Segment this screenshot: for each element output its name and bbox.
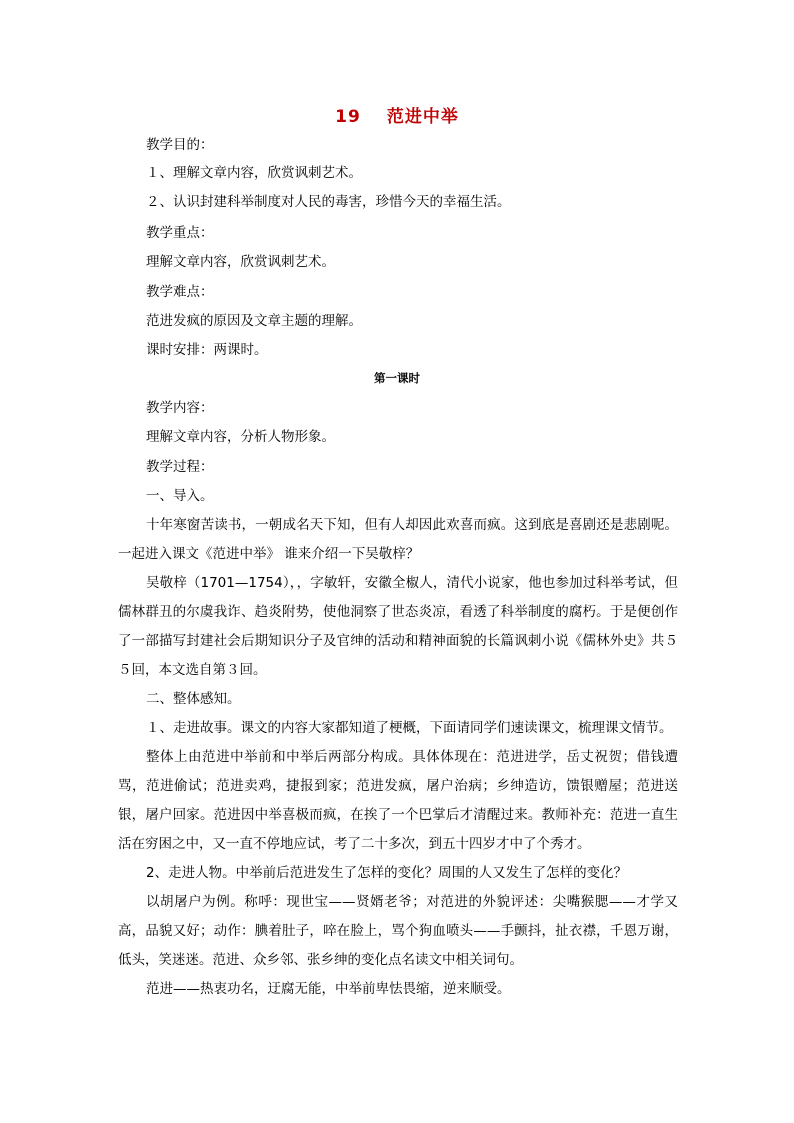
key-point-heading: 教学重点： — [146, 225, 214, 241]
schedule-text: 课时安排：两课时。 — [146, 342, 268, 358]
difficulty-text: 范进发疯的原因及文章主题的理解。 — [146, 313, 362, 329]
goal-item-1: １、理解文章内容，欣赏讽刺艺术。 — [146, 165, 362, 181]
paragraph-author: 吴敬梓（1701—1754），，字敏轩，安徽全椒人，清代小说家，他也参加过科举考试，但儒林群丑的尔虞我诈、趋炎附势，使他洞察了世态炎凉，看透了科举制度的腐朽。于是便创作了一部描写封建社会后期知识分子及官绅的活动和精神面貌的长篇讽刺小说《儒林外史》共５５回，本文选自第３回。 — [118, 575, 678, 678]
paragraph-characters: 2、走进人物。中举前后范进发生了怎样的变化？周围的人又发生了怎样的变化？ — [146, 865, 628, 881]
paragraph-butcher: 以胡屠户为例。称呼：现世宝——贤婿老爷；对范进的外貌评述：尖嘴猴腮——才学又高，品貌又好；动作：腆着肚子，啐在脸上，骂个狗血喷头——手颤抖，扯衣襟，千恩万谢，低头，笑迷迷。范进、众乡邻、张乡绅的变化点名读文中相关词句。 — [118, 894, 678, 968]
lesson-title — [0, 102, 794, 127]
paragraph-story: １、走进故事。课文的内容大家都知道了梗概，下面请同学们速读课文，梳理课文情节。 — [146, 720, 673, 736]
key-point-text: 理解文章内容，欣赏讽刺艺术。 — [146, 254, 335, 270]
paragraph-fanjin: 范进——热衷功名，迂腐无能，中举前卑怯畏缩，逆来顺受。 — [146, 981, 511, 997]
section-title: 第一课时 — [374, 371, 420, 385]
goal-item-2: ２、认识封建科举制度对人民的毒害，珍惜今天的幸福生活。 — [146, 194, 511, 210]
content-heading: 教学内容： — [146, 400, 214, 416]
difficulty-heading: 教学难点： — [146, 284, 214, 300]
goal-heading: 教学目的： — [146, 137, 214, 153]
lesson-number: 19 — [335, 107, 361, 127]
paragraph-intro: 十年寒窗苦读书，一朝成名天下知，但有人却因此欢喜而疯。这到底是喜剧还是悲剧呢。一起进入课文《范进中举》 谁来介绍一下吴敬梓？ — [118, 517, 678, 562]
body-text — [118, 511, 678, 1004]
lesson-title-text: 范进中举 — [386, 107, 459, 127]
paragraph-structure: 整体上由范进中举前和中举后两部分构成。具体体现在：范进进学，岳丈祝贺；借钱遭骂，范进偷试；范进卖鸡，捷报到家；范进发疯，屠户治病；乡绅造访，馈银赠屋；范进送银，屠户回家。范进因中举喜极而疯，在挨了一个巴掌后才清醒过来。教师补充：范进一直生活在穷困之中，又一直不停地应试，考了二十多次，到五十四岁才中了个秀才。 — [118, 749, 678, 852]
paragraph-overview: 二、整体感知。 — [146, 691, 241, 707]
step-intro: 一、导入。 — [146, 488, 214, 504]
content-text: 理解文章内容，分析人物形象。 — [146, 429, 335, 445]
process-heading: 教学过程： — [146, 459, 214, 475]
